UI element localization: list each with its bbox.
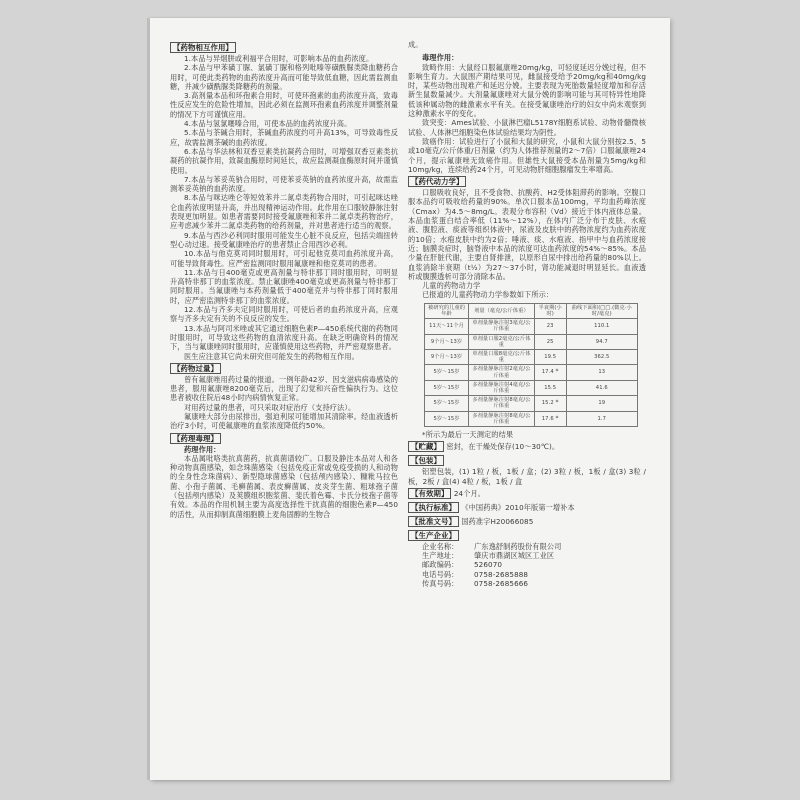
- half-life-value: 23: [546, 323, 554, 330]
- half-life-value: 25: [546, 338, 554, 345]
- approval-text: 国药准字H20066085: [461, 516, 534, 526]
- manufacturer-row: [408, 560, 646, 569]
- paragraph: 8.本品与咪达唑仑等短效苯并二氮卓类药物合用时，可引起咪达唑仑血药浓度明显升高，并出现精神运动作用。此作用在口服较静脉注射表现更加明显。如患者需要同时接受氟康唑和苯并二氮卓类药物治疗，应考虑减少苯并二氮卓类药物的给药剂量，并对患者进行适当的观察。: [170, 193, 398, 231]
- paragraph: 医生应注意其它尚未研究但可能发生的药物相互作用。: [184, 351, 359, 361]
- table-cell: 多剂量静脉注射8毫克/公斤体重: [469, 411, 535, 426]
- table-cell: 单剂量口服8毫克/公斤体重: [469, 349, 535, 364]
- table-cell: [534, 411, 566, 426]
- half-life-value: 15.2: [541, 400, 554, 407]
- table-cell: 362.5: [566, 349, 637, 364]
- table-cell: 9个月～13岁: [425, 349, 469, 364]
- paragraph: 氟康唑大部分由尿排出，强迫利尿可能增加其清除率。经血液透析治疗3小时，可使氟康唑的血浆浓度降低约50%。: [170, 411, 398, 431]
- paragraph: 10.本品与他克莫司同时服用时，可引起他克莫司血药浓度升高，可能导致肾毒性。应严密监测同时服用氟康唑和他克莫司的患者。: [170, 249, 398, 268]
- manufacturer-value: 肇庆市鼎湖区城区工业区: [474, 551, 555, 561]
- table-cell: 5岁～15岁: [425, 396, 469, 411]
- manufacturer-value: 526070: [474, 560, 503, 570]
- section-title: 【包装】: [408, 455, 444, 466]
- continuation-text: 成。: [408, 40, 423, 49]
- manufacturer-row: [408, 551, 646, 560]
- right-column: [408, 40, 646, 760]
- section-title: 【批准文号】: [408, 516, 459, 527]
- subsection-title: 毒理作用：: [422, 53, 459, 63]
- table-cell: [534, 380, 566, 395]
- paragraph: 13.本品与阿司米唑或其它通过细胞色素P—450系统代谢的药物同时服用时，可导致这些药物的血清浓度升高。在缺乏明确资料的情况下，当与氟康唑同时服用时，应谨慎使用这些药物，并严密观察患者。: [170, 323, 398, 352]
- paragraph: 致畸作用：大鼠经口服氟康唑20mg/kg，可轻度延迟分娩过程，但不影响生育力。大鼠围产期结果可见，雌鼠接受给予20mg/kg和40mg/kg时，某些动物出现难产和延迟分娩。主要表现为死胎数量轻度增加和存活新生鼠数量减少。大剂量氟康唑对大鼠分娩的影响可能与其可特异性地降低该种属动物的雌激素水平有关。在接受氟康唑治疗的妇女中尚未观察到这种激素水平的变化。: [408, 62, 646, 119]
- section-pharmacology: [170, 431, 398, 519]
- paragraph: 曾有氟康唑用药过量的报道。一例年龄42岁、因支滋病病毒感染的患者，服用氟康唑8200毫克后，出现了幻觉和兴奋性偏执行为。这位患者被收住院后48小时内病情恢复正常。: [170, 374, 398, 403]
- paragraph: 6.本品与华法林和双香豆素类抗凝药合用时，可增强双香豆素类抗凝药的抗凝作用，致凝血酶原时间延长，故应监测凝血酶原时间并谨慎使用。: [170, 146, 398, 175]
- table-cell: 单剂量静脉注射3毫克/公斤体重: [469, 319, 535, 334]
- section-validity: [408, 486, 646, 500]
- paragraph: 口服吸收良好，且不受食物、抗酸药、H2受体阻滞药的影响。空腹口服本品约可吸收给药量的90%。单次口服本品100mg，平均血药峰浓度（Cmax）为4.5～8mg/L。表观分布容积（Vd）接近于体内液体总量。本品血浆蛋白结合率低（11%～12%），在体内广泛分布于皮肤、水疱液、腹腔液、痰液等组织体液中，尿液及皮肤中的药物浓度约为血药浓度的10倍；水疱皮肤中约为2倍；唾液、痰、水疱液、指甲中与血药浓度接近；脑膜炎症时，脑脊液中本品的浓度可达血药浓度的54%～85%。本品少量在肝脏代谢，主要自肾排泄，以原形自尿中排出给药量的80%以上。血浆消除半衰期（t½）为27～37小时，肾功能减退时明显延长。血液透析或腹膜透析可部分清除本品。: [408, 188, 646, 281]
- paragraph: 已报道的儿童药物动力学参数如下所示：: [422, 290, 554, 300]
- package-text: 铝塑包装，(1) 1粒 / 板，1板 / 盒；(2) 3粒 / 板，1板 / 盒(3) 3粒 / 板，2板 / 盒(4) 4粒 / 板，1板 / 盒: [408, 467, 646, 486]
- paragraph: 7.本品与苯妥英钠合用时，可使苯妥英钠的血药浓度升高，故需监测苯妥英钠的血药浓度。: [170, 174, 398, 194]
- half-life-value: 17.4: [541, 369, 554, 376]
- footnote-mark: *: [555, 399, 559, 407]
- paragraph: 本品属吡咯类抗真菌药，抗真菌谱较广。口服及静注本品对人和各种动物真菌感染，如念珠菌感染（包括免疫正常或免疫受损的人和动物的全身性念珠菌病）、新型隐球菌感染（包括颅内感染）、糠粃马拉色菌、小孢子菌属、毛癣菌属、表皮癣菌属、皮炎芽生菌、粗球孢子菌（包括颅内感染）及荚膜组织胞浆菌、斐氏着色霉、卡氏分枝孢子菌等有效。本品的作用机制主要为高度选择性干扰真菌的细胞色素P—450的活性，从而抑制真菌细胞膜上麦角固醇的生物合: [170, 453, 398, 519]
- manufacturer-key: 生产地址：: [422, 551, 459, 561]
- table-row: [425, 396, 638, 411]
- footnote-mark: *: [555, 368, 559, 376]
- manufacturer-row: [408, 542, 646, 551]
- table-cell: 5岁～15岁: [425, 380, 469, 395]
- manufacturer-row: [408, 579, 646, 588]
- table-cell: [534, 334, 566, 349]
- section-title: 【药理毒理】: [170, 433, 221, 444]
- half-life-value: 19.5: [544, 354, 557, 361]
- paragraph: 3.高剂量本品和环孢素合用时，可使环孢素的血药浓度升高，致毒性反应发生的危险性增加，因此必须在监测环孢素血药浓度并调整剂量的情况下方可谨慎应用。: [170, 91, 398, 119]
- paragraph: 11.本品与日400毫克或更高剂量与特非那丁同时服用时，可明显升高特非那丁的血浆浓度。禁止氟康唑400毫克或更高剂量与特非那丁同时服用。当氟康唑与本药剂量低于400毫克并与特非那丁同时服用时，应严密监测特非那丁的血浆浓度。: [170, 267, 398, 305]
- left-column: [170, 40, 398, 760]
- section-title: 【药物相互作用】: [170, 42, 236, 53]
- table-cell: 单剂量口服2毫克/公斤体重: [469, 334, 535, 349]
- paragraph: 9.本品与西沙必利同时服用可能发生心脏不良反应，包括尖端扭转型心动过速。接受氟康唑治疗的患者禁止合用西沙必利。: [170, 230, 398, 249]
- section-overdose: [170, 361, 398, 431]
- table-header: 被研究的儿童的年龄: [425, 303, 469, 318]
- section-standard: [408, 500, 646, 514]
- paragraph: 儿童的药物动力学: [422, 281, 481, 291]
- table-header: 半衰期(小时): [534, 303, 566, 318]
- half-life-value: 15.5: [544, 384, 557, 391]
- manufacturer-value: 0758-2685888: [474, 569, 529, 579]
- half-life-value: 17.6: [541, 415, 554, 422]
- paragraph: 致突变：Ames试验、小鼠淋巴瘤L5178Y细胞系试验、动物骨髓微核试验、人体淋巴细胞染色体试验结果均为阴性。: [408, 118, 646, 137]
- table-cell: 41.6: [566, 380, 637, 395]
- section-pharmacokinetics: [408, 174, 646, 439]
- pediatric-pk-table: [424, 303, 638, 427]
- table-cell: 1.7: [566, 411, 637, 426]
- table-cell: [534, 365, 566, 380]
- section-toxicology: [408, 53, 646, 174]
- section-title: 【生产企业】: [408, 530, 459, 541]
- section-title: 【执行标准】: [408, 502, 459, 513]
- table-cell: 19: [566, 396, 637, 411]
- table-cell: [534, 319, 566, 334]
- paragraph: 1.本品与异烟肼或利福平合用时，可影响本品的血药浓度。: [184, 54, 374, 63]
- table-cell: 多剂量静脉注射2毫克/公斤体重: [469, 365, 535, 380]
- table-cell: 94.7: [566, 334, 637, 349]
- subsection-title: 药理作用：: [184, 444, 221, 454]
- table-cell: 11天～11个月: [425, 319, 469, 334]
- section-storage: [408, 439, 646, 453]
- paragraph: 对用药过量的患者，可只采取对症治疗（支持疗法）。: [184, 402, 356, 412]
- section-title: 【药代动力学】: [408, 176, 466, 187]
- manufacturer-row: [408, 570, 646, 579]
- table-row: [425, 319, 638, 334]
- section-package: [408, 453, 646, 486]
- table-cell: 5岁～15岁: [425, 411, 469, 426]
- table-cell: 9个月～13岁: [425, 334, 469, 349]
- section-manufacturer: [408, 528, 646, 588]
- manufacturer-key: 传真号码：: [422, 579, 459, 589]
- table-cell: 13: [566, 365, 637, 380]
- table-row: [425, 380, 638, 395]
- paragraph: 致癌作用：试验进行了小鼠和大鼠的研究，小鼠和大鼠分别按2.5、5或10毫克/公斤体重/日剂量（约为人体推荐剂量的2～7倍）口服氟康唑24个月，提示氟康唑无致癌作用。但雄性大鼠接受本品剂量为5mg/kg和10mg/kg，连续给药24个月，可见动物肝细胞腺瘤发生率增高。: [408, 136, 646, 174]
- table-footnote: *所示为最后一天测定的结果: [422, 429, 514, 439]
- paragraph: 4.本品与氢氯噻嗪合用，可使本品的血药浓度升高。: [184, 119, 352, 129]
- standard-text: 《中国药典》2010年版第一增补本: [461, 502, 575, 512]
- table-cell: [534, 396, 566, 411]
- manufacturer-value: 0758-2685666: [474, 579, 529, 589]
- table-cell: 多剂量静脉注射4毫克/公斤体重: [469, 380, 535, 395]
- table-row: [425, 349, 638, 364]
- table-cell: [534, 349, 566, 364]
- paragraph: 12.本品与齐多夫定同时服用时，可使后者的血药浓度升高，应观察与齐多夫定有关的不良反应的发生。: [170, 305, 398, 324]
- table-cell: 多剂量静脉注射8毫克/公斤体重: [469, 396, 535, 411]
- section-drug-interactions: [170, 40, 398, 361]
- table-header-row: [425, 303, 638, 318]
- table-row: [425, 334, 638, 349]
- section-title: 【药物过量】: [170, 363, 221, 374]
- manufacturer-value: 广东逸舒制药股份有限公司: [474, 541, 562, 551]
- section-title: 【有效期】: [408, 488, 451, 499]
- manufacturer-key: 企业名称：: [422, 541, 459, 551]
- table-cell: 5岁～15岁: [425, 365, 469, 380]
- table-row: [425, 411, 638, 426]
- manufacturer-key: 电话号码：: [422, 569, 459, 579]
- table-row: [425, 365, 638, 380]
- section-title: 【贮藏】: [408, 441, 444, 452]
- validity-text: 24个月。: [453, 488, 486, 498]
- table-header: 剂量（毫克/公斤体重）: [469, 303, 535, 318]
- manufacturer-key: 邮政编码：: [422, 560, 459, 570]
- section-approval: [408, 514, 646, 528]
- storage-text: 密封，在干燥处保存(10～30℃)。: [446, 442, 560, 452]
- paragraph: 2.本品与甲苯磺丁脲、氯磺丁脲和格列吡嗪等磺酰脲类降血糖药合用时，可使此类药物的血药浓度升高而可能导致低血糖，因此需监测血糖，并减少磺酰脲类降糖药的剂量。: [170, 63, 398, 91]
- paragraph: 5.本品与茶碱合用时，茶碱血药浓度约可升高13%，可导致毒性反应，故需监测茶碱的血药浓度。: [170, 128, 398, 147]
- table-cell: 110.1: [566, 319, 637, 334]
- footnote-mark: *: [555, 414, 559, 422]
- table-header: 曲线下面积(□□.(微克·小时/毫克): [566, 303, 637, 318]
